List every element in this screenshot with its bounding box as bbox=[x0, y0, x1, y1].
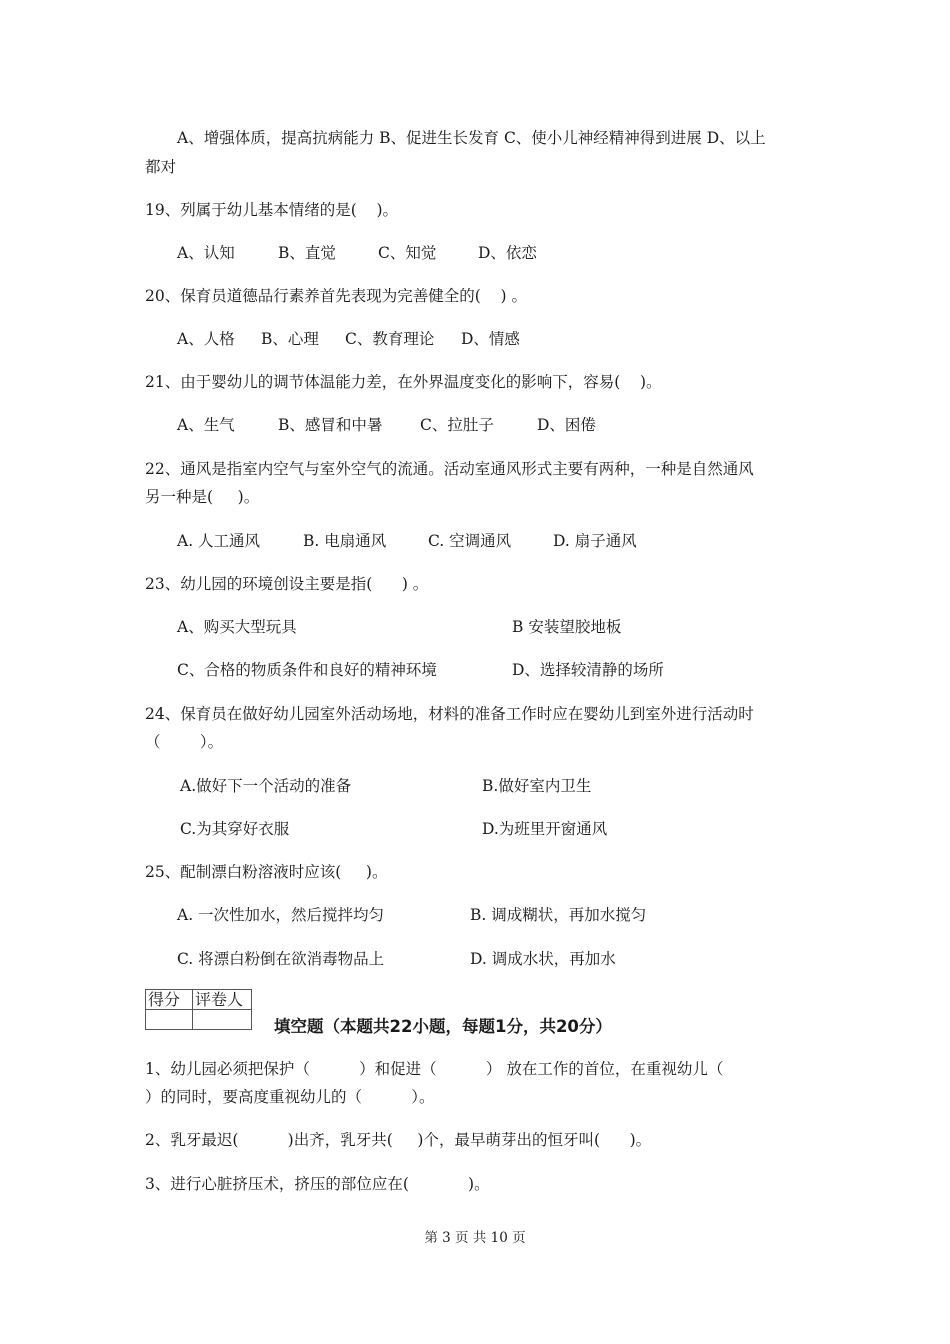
q18-options-line1: A、增强体质，提高抗病能力 B、促进生长发育 C、使小儿神经精神得到进展 D、以上 bbox=[177, 129, 766, 147]
q21-stem: 21、由于婴幼儿的调节体温能力差，在外界温度变化的影响下，容易( )。 bbox=[145, 373, 662, 391]
q22-option-b: B. 电扇通风 bbox=[303, 532, 387, 550]
q25-stem: 25、配制漂白粉溶液时应该( )。 bbox=[145, 863, 388, 881]
q25-option-a: A. 一次性加水，然后搅拌均匀 bbox=[177, 906, 385, 924]
q22-stem-line2: 另一种是( )。 bbox=[145, 488, 260, 506]
grader-label: 评卷人 bbox=[193, 990, 252, 1010]
q20-option-b: B、心理 bbox=[261, 330, 319, 348]
q21-option-a: A、生气 bbox=[177, 416, 235, 434]
q24-option-a: A.做好下一个活动的准备 bbox=[180, 777, 352, 795]
page-footer: 第 3 页 共 10 页 bbox=[424, 1230, 526, 1246]
q20-stem: 20、保育员道德品行素养首先表现为完善健全的( ) 。 bbox=[145, 287, 527, 305]
q22-stem-line1: 22、通风是指室内空气与室外空气的流通。活动室通风形式主要有两种，一种是自然通风 bbox=[145, 460, 754, 478]
q18-options-line2: 都对 bbox=[145, 158, 177, 176]
q24-option-b: B.做好室内卫生 bbox=[482, 777, 592, 795]
q19-option-b: B、直觉 bbox=[278, 244, 336, 262]
q24-stem-line2: （ ）。 bbox=[145, 733, 224, 751]
q20-option-a: A、人格 bbox=[177, 330, 235, 348]
q20-option-d: D、情感 bbox=[461, 330, 520, 348]
q23-option-d: D、选择较清静的场所 bbox=[512, 661, 664, 679]
score-cell bbox=[146, 1010, 193, 1030]
q23-option-b: B 安装望胶地板 bbox=[512, 618, 622, 636]
score-label: 得分 bbox=[146, 990, 193, 1010]
q19-option-a: A、认知 bbox=[177, 244, 235, 262]
q25-option-d: D. 调成水状，再加水 bbox=[470, 950, 616, 968]
score-table bbox=[145, 989, 252, 1030]
fill1-line1: 1、幼儿园必须把保护（ ）和促进（ ） 放在工作的首位，在重视幼儿（ bbox=[145, 1060, 724, 1078]
q21-option-b: B、感冒和中暑 bbox=[278, 416, 383, 434]
q25-option-c: C. 将漂白粉倒在欲消毒物品上 bbox=[177, 950, 385, 968]
q22-option-a: A. 人工通风 bbox=[177, 532, 261, 550]
q24-option-d: D.为班里开窗通风 bbox=[482, 820, 608, 838]
q21-option-c: C、拉肚子 bbox=[420, 416, 494, 434]
q20-option-c: C、教育理论 bbox=[345, 330, 435, 348]
q23-stem: 23、幼儿园的环境创设主要是指( ) 。 bbox=[145, 575, 429, 593]
q19-option-d: D、依恋 bbox=[478, 244, 537, 262]
q25-option-b: B. 调成糊状，再加水搅匀 bbox=[470, 906, 647, 924]
q24-stem-line1: 24、保育员在做好幼儿园室外活动场地，材料的准备工作时应在婴幼儿到室外进行活动时 bbox=[145, 705, 754, 723]
section-title: 填空题（本题共22小题，每题1分，共20分） bbox=[274, 1017, 612, 1036]
q22-option-c: C. 空调通风 bbox=[428, 532, 512, 550]
q19-option-c: C、知觉 bbox=[378, 244, 437, 262]
grader-cell bbox=[193, 1010, 252, 1030]
fill1-line2: ）的同时，要高度重视幼儿的（ ）。 bbox=[145, 1088, 435, 1106]
q19-stem: 19、列属于幼儿基本情绪的是( )。 bbox=[145, 201, 399, 219]
q22-option-d: D. 扇子通风 bbox=[553, 532, 637, 550]
q24-option-c: C.为其穿好衣服 bbox=[180, 820, 290, 838]
fill3-line: 3、进行心脏挤压术，挤压的部位应在( )。 bbox=[145, 1175, 490, 1193]
q21-option-d: D、困倦 bbox=[537, 416, 596, 434]
q23-option-c: C、合格的物质条件和良好的精神环境 bbox=[177, 661, 437, 679]
fill2-line: 2、乳牙最迟( )出齐，乳牙共( )个，最早萌芽出的恒牙叫( )。 bbox=[145, 1131, 652, 1149]
q23-option-a: A、购买大型玩具 bbox=[177, 618, 297, 636]
